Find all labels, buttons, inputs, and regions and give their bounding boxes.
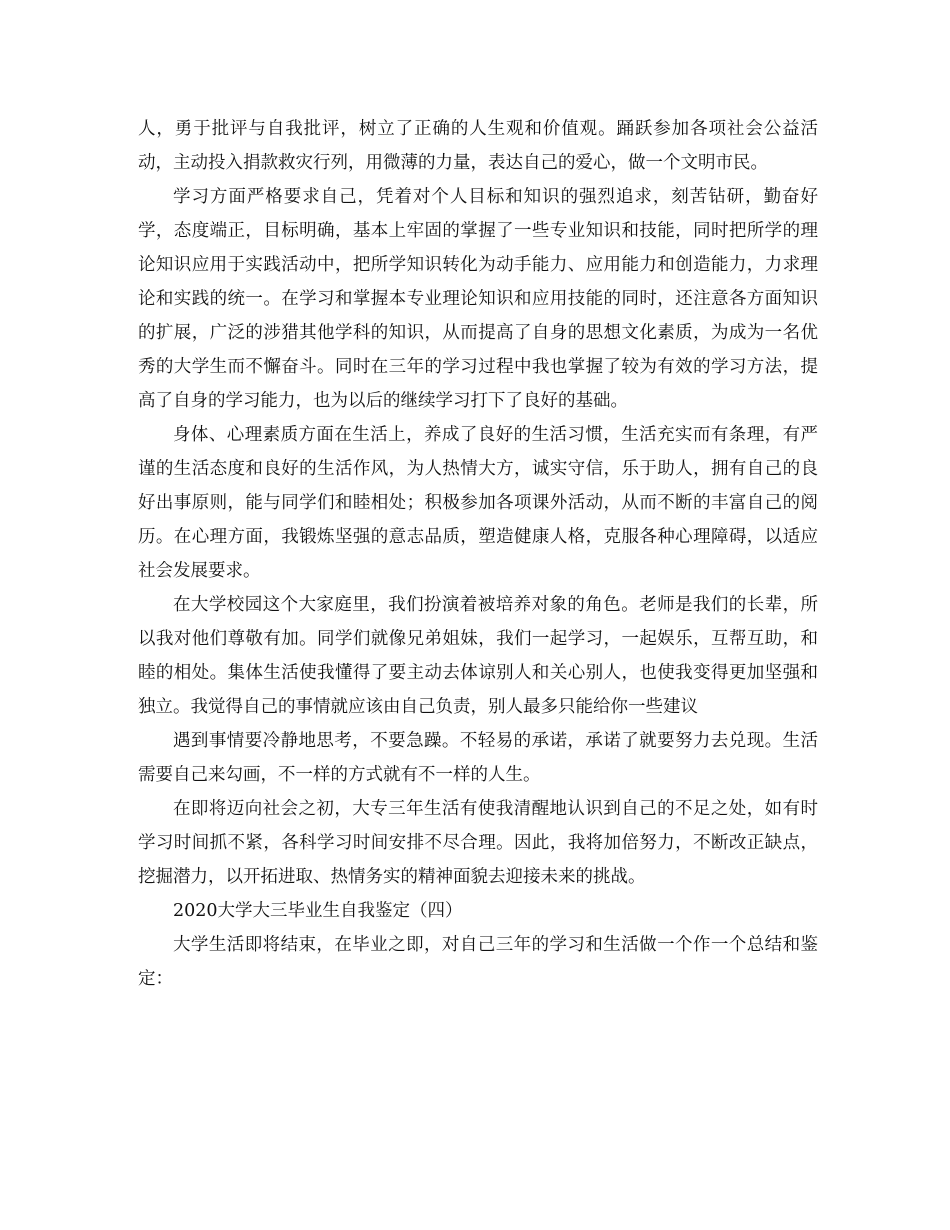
paragraph-study: 学习方面严格要求自己，凭着对个人目标和知识的强烈追求，刻苦钻研，勤奋好学，态度端正，目标明确，基本上牢固的掌握了一些专业知识和技能，同时把所学的理论知识应用于实践活动中，把所学知识转化为动手能力、应用能力和创造能力，力求理论和实践的统一。在学习和掌握本专业理论知识和应用技能的同时，还注意各方面知识的扩展，广泛的涉猎其他学科的知识，从而提高了自身的思想文化素质，为成为一名优秀的大学生而不懈奋斗。同时在三年的学习过程中我也掌握了较为有效的学习方法，提高了自身的学习能力，也为以后的继续学习打下了良好的基础。 [138, 187, 818, 411]
paragraph-physical-mental: 身体、心理素质方面在生活上，养成了良好的生活习惯，生活充实而有条理，有严谨的生活态度和良好的生活作风，为人热情大方，诚实守信，乐于助人，拥有自己的良好出事原则，能与同学们和睦相处；积极参加各项课外活动，从而不断的丰富自己的阅历。在心理方面，我锻炼坚强的意志品质，塑造健康人格，克服各种心理障碍，以适应社会发展要求。 [138, 425, 818, 581]
paragraph-civic-activities: 人，勇于批评与自我批评，树立了正确的人生观和价值观。踊跃参加各项社会公益活动，主动投入捐款救灾行列，用微薄的力量，表达自己的爱心，做一个文明市民。 [138, 119, 818, 173]
paragraph-shortcomings: 在即将迈向社会之初，大专三年生活有使我清醒地认识到自己的不足之处，如有时学习时间抓不紧，各科学习时间安排不尽合理。因此，我将加倍努力，不断改正缺点，挖掘潜力，以开拓进取、热情务实的精神面貌去迎接未来的挑战。 [138, 799, 818, 887]
paragraph-summary-intro: 大学生活即将结束，在毕业之即，对自己三年的学习和生活做一个作一个总结和鉴定： [138, 935, 818, 989]
paragraph-campus-life: 在大学校园这个大家庭里，我们扮演着被培养对象的角色。老师是我们的长辈，所以我对他们尊敬有加。同学们就像兄弟姐妹，我们一起学习，一起娱乐，互帮互助，和睦的相处。集体生活使我懂得了要主动去体谅别人和关心别人，也使我变得更加坚强和独立。我觉得自己的事情就应该由自己负责，别人最多只能给你一些建议 [138, 595, 818, 717]
section-heading: 2020大学大三毕业生自我鉴定（四） [173, 901, 463, 921]
document-page [138, 112, 818, 996]
paragraph-handling-matters: 遇到事情要冷静地思考，不要急躁。不轻易的承诺，承诺了就要努力去兑现。生活需要自己来勾画，不一样的方式就有不一样的人生。 [138, 731, 818, 785]
